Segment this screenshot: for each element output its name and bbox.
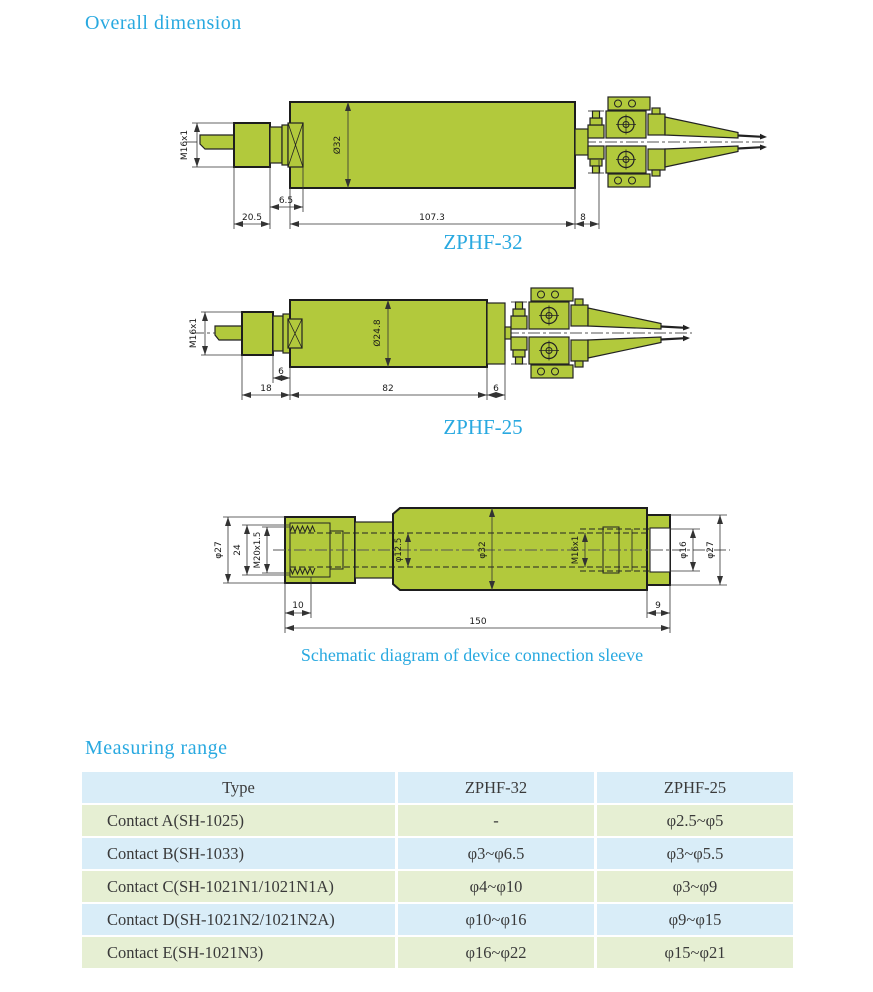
svg-text:9: 9	[655, 601, 661, 611]
page-title-overall-dimension: Overall dimension	[85, 12, 242, 34]
table-row	[82, 805, 793, 836]
head-connector	[505, 327, 511, 339]
table-cell-zphf32: φ16~φ22	[398, 937, 594, 968]
dim-label: 6	[493, 384, 499, 394]
page-title-measuring-range: Measuring range	[85, 737, 228, 759]
svg-text:150: 150	[469, 617, 487, 627]
dim-label: 8	[580, 213, 586, 223]
ring-section	[273, 316, 283, 351]
dim-label-diameter: Ø32	[333, 135, 343, 155]
drawing-zphf32	[170, 85, 770, 245]
table-cell-zphf32: φ10~φ16	[398, 904, 594, 935]
svg-text:φ27: φ27	[214, 541, 224, 559]
rear-section	[487, 303, 505, 364]
svg-text:φ32: φ32	[478, 541, 488, 559]
caption-sleeve: Schematic diagram of device connection sleeve	[300, 645, 644, 665]
dim-label-thread: M16x1	[189, 317, 199, 349]
dim-label: 6.5	[278, 196, 294, 206]
table-cell-type: Contact A(SH-1025)	[82, 805, 395, 836]
svg-text:φ16: φ16	[679, 541, 689, 559]
table-row	[82, 838, 793, 869]
table-cell-zphf25: φ2.5~φ5	[597, 805, 793, 836]
shaft-tip	[200, 135, 234, 149]
dim-label: 107.3	[419, 213, 445, 223]
table-header-zphf32: ZPHF-32	[398, 772, 594, 803]
middle-body	[393, 508, 647, 590]
caption-zphf25: ZPHF-25	[443, 415, 523, 439]
dim-label-diameter: Ø24.8	[373, 319, 383, 347]
dim-label: 20.5	[241, 213, 263, 223]
table-cell-zphf32: φ4~φ10	[398, 871, 594, 902]
drawing-zphf25	[180, 285, 700, 420]
dim-label-thread: M16x1	[180, 129, 190, 161]
head-connector	[575, 129, 588, 155]
table-cell-type: Contact B(SH-1033)	[82, 838, 395, 869]
caption-zphf32: ZPHF-32	[443, 230, 523, 254]
thread-section	[234, 123, 270, 167]
measuring-range-table	[82, 772, 793, 970]
svg-text:φ12.5: φ12.5	[394, 537, 404, 563]
table-cell-type: Contact D(SH-1021N2/1021N2A)	[82, 904, 395, 935]
table-cell-zphf25: φ15~φ21	[597, 937, 793, 968]
dim-label: 6	[278, 367, 284, 377]
svg-text:φ27: φ27	[706, 541, 716, 559]
ring-section	[270, 127, 282, 163]
dim-label: 18	[260, 384, 272, 394]
table-row	[82, 871, 793, 902]
table-cell-zphf25: φ3~φ5.5	[597, 838, 793, 869]
table-cell-zphf32: φ3~φ6.5	[398, 838, 594, 869]
table-row	[82, 904, 793, 935]
svg-text:10: 10	[292, 601, 304, 611]
drawing-sleeve	[195, 500, 740, 640]
table-body	[82, 805, 793, 968]
table-cell-type: Contact E(SH-1021N3)	[82, 937, 395, 968]
shaft-tip	[215, 326, 242, 340]
step-ring	[282, 125, 288, 165]
dim-label: 82	[382, 384, 394, 394]
svg-text:M20x1.5: M20x1.5	[253, 531, 263, 569]
table-header-zphf25: ZPHF-25	[597, 772, 793, 803]
table-cell-zphf25: φ9~φ15	[597, 904, 793, 935]
table-header-row	[82, 772, 793, 803]
main-body	[290, 300, 487, 367]
table-cell-zphf25: φ3~φ9	[597, 871, 793, 902]
table-cell-zphf32: -	[398, 805, 594, 836]
thread-section	[242, 312, 273, 355]
svg-text:24: 24	[233, 544, 243, 556]
table-header-type: Type	[82, 772, 395, 803]
table-row	[82, 937, 793, 968]
table-cell-type: Contact C(SH-1021N1/1021N1A)	[82, 871, 395, 902]
svg-text:M16x1: M16x1	[571, 535, 581, 565]
crosshatch-section	[288, 123, 303, 167]
crosshatch-section	[288, 319, 302, 348]
